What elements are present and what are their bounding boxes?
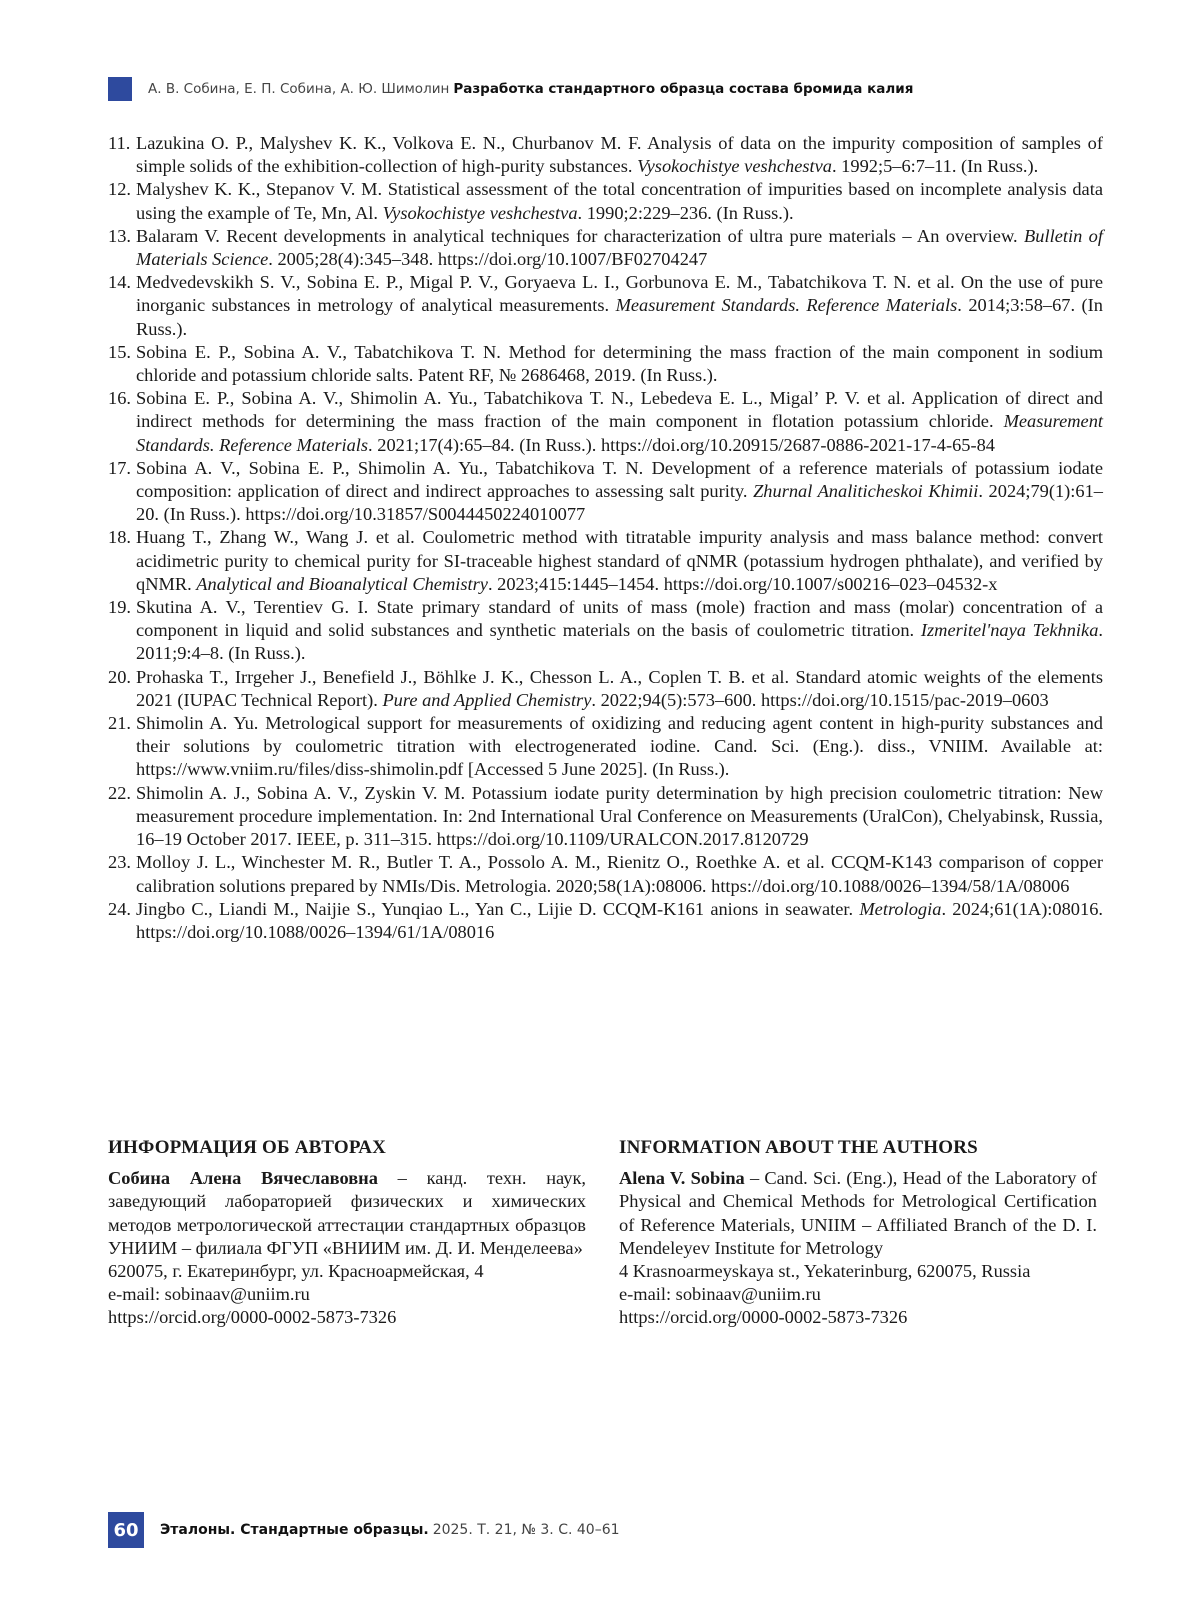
reference-text: Medvedevskikh S. V., Sobina E. P., Migal P. V., Goryaeva L. I., Gorbunova E. M., Tabatchikova T. N. et al. On the use of pure inorganic substances in metrology of analytical measurements. xyxy=(136,272,1103,316)
reference-details: . 2011;9:4–8. (In Russ.). xyxy=(136,620,1104,664)
reference-item xyxy=(108,782,1103,852)
reference-number: 12. xyxy=(108,179,131,200)
reference-source: Metrologia xyxy=(859,898,942,919)
reference-source: Vysokochistye veshchestva xyxy=(382,202,578,223)
reference-text: Sobina A. V., Sobina E. P., Shimolin A. Yu., Tabatchikova T. N. Development of a reference materials of potassium iodate composition: application of direct and indirect approaches to assessing salt purity. xyxy=(136,457,1103,502)
reference-text: Jingbo C., Liandi M., Naijie S., Yunqiao L., Yan C., Lijie D. CCQM-K161 anions in seawater. xyxy=(136,898,860,919)
reference-text: Shimolin A. Yu. Metrological support for measurements of oxidizing and reducing agent content in high-purity substances and their solutions by coulometric titration with electrogenerated iodine. Cand. Sci. (Eng.). diss., VNIIM. Available at: https://www.vniim.ru/files/diss-shimolin.pdf [Accessed 5 June 2025]. (In Russ.). xyxy=(136,713,1103,780)
page-footer xyxy=(108,1512,620,1548)
author-email-ru: e-mail: sobinaav@uniim.ru xyxy=(108,1284,310,1305)
reference-number: 14. xyxy=(108,272,131,293)
reference-details: . 2024;79(1):61–20. (In Russ.). https://doi.org/10.31857/S0044450224010077 xyxy=(136,481,1103,525)
reference-details: . 2005;28(4):345–348. https://doi.org/10.1007/BF02704247 xyxy=(268,249,708,270)
reference-item xyxy=(108,271,1103,341)
journal-issue: 2025. Т. 21, № 3. С. 40–61 xyxy=(432,1522,620,1538)
authors-heading-ru: ИНФОРМАЦИЯ ОБ АВТОРАХ xyxy=(108,1137,387,1158)
reference-number: 18. xyxy=(108,527,131,548)
reference-details: . 2014;3:58–67. (In Russ.). xyxy=(136,295,1104,339)
reference-item xyxy=(108,457,1103,527)
reference-text: Sobina E. P., Sobina A. V., Tabatchikova T. N. Method for determining the mass fraction of the main component in sodium chloride and potassium chloride salts. Patent RF, № 2686468, 2019. (In Russ.). xyxy=(136,341,1103,386)
reference-number: 11. xyxy=(108,133,131,153)
reference-text: Sobina E. P., Sobina A. V., Shimolin A. Yu., Tabatchikova T. N., Lebedeva E. L., Migal’ P. V. et al. Application of direct and indirect methods for determining the mass fraction of the main component in flotation potassium chloride. xyxy=(136,388,1103,432)
author-address-en: 4 Krasnoarmeyskaya st., Yekaterinburg, 620075, Russia xyxy=(619,1261,1031,1282)
reference-text: Shimolin A. J., Sobina A. V., Zyskin V. M. Potassium iodate purity determination by high precision coulometric titration: New measurement procedure implementation. In: 2nd International Ural Conference on Measurements (UralCon), Chelyabinsk, Russia, 16–19 October 2017. IEEE, p. 311–315. https://doi.org/10.1109/URALCON.2017.8120729 xyxy=(136,782,1103,850)
reference-text: Prohaska T., Irrgeher J., Benefield J., Böhlke J. K., Chesson L. A., Coplen T. B. et al. Standard atomic weights of the elements 2021 (IUPAC Technical Report). xyxy=(136,666,1103,710)
reference-number: 16. xyxy=(108,388,131,409)
header-marker xyxy=(108,77,132,101)
reference-item xyxy=(108,526,1103,596)
authors-info-ru xyxy=(108,1136,586,1330)
reference-details: . 2022;94(5):573–600. https://doi.org/10.1515/pac-2019–0603 xyxy=(591,689,1049,710)
reference-details: . 1992;5–6:7–11. (In Russ.). xyxy=(831,156,1039,177)
journal-name: Эталоны. Стандартные образцы. xyxy=(160,1522,429,1538)
reference-details: . 2021;17(4):65–84. (In Russ.). https://doi.org/10.20915/2687-0886-2021-17-4-65-84 xyxy=(368,434,995,455)
author-desc-ru: – канд. техн. наук, заведующий лабораторией физических и химических методов метрологической аттестации стандартных образцов УНИИМ – филиала ФГУП «ВНИИМ им. Д. И. Менделеева» xyxy=(108,1168,586,1258)
header-title: Разработка стандартного образца состава бромида калия xyxy=(453,81,914,97)
reference-text: Molloy J. L., Winchester M. R., Butler T. A., Possolo A. M., Rienitz O., Roethke A. et al. CCQM-K143 comparison of copper calibration solutions prepared by NMIs/Dis. Metrologia. 2020;58(1A):08006. https://doi.org/10.1088/0026–1394/58/1A/08006 xyxy=(136,852,1103,896)
reference-item xyxy=(108,132,1103,178)
author-name-en: Alena V. Sobina xyxy=(619,1168,745,1189)
author-address-ru: 620075, г. Екатеринбург, ул. Красноармейская, 4 xyxy=(108,1261,484,1282)
author-name-ru: Собина Алена Вячеславовна xyxy=(108,1168,378,1189)
reference-source: Bulletin of Materials Science xyxy=(136,225,1103,270)
reference-item xyxy=(108,712,1103,782)
reference-details: . 1990;2:229–236. (In Russ.). xyxy=(577,202,794,223)
reference-item xyxy=(108,851,1103,897)
reference-number: 22. xyxy=(108,782,131,803)
page-number: 60 xyxy=(108,1512,144,1548)
reference-text: Balaram V. Recent developments in analytical techniques for characterization of ultra pure materials – An overview. xyxy=(136,225,1025,246)
reference-item xyxy=(108,898,1103,944)
authors-heading-en: INFORMATION ABOUT THE AUTHORS xyxy=(619,1137,978,1158)
reference-item xyxy=(108,341,1103,387)
author-orcid-ru: https://orcid.org/0000-0002-5873-7326 xyxy=(108,1307,397,1328)
reference-text: Lazukina O. P., Malyshev K. K., Volkova E. N., Churbanov M. F. Analysis of data on the impurity composition of samples of simple solids of the exhibition-collection of high-purity substances. xyxy=(136,133,1103,177)
reference-number: 20. xyxy=(108,666,131,687)
reference-source: Measurement Standards. Reference Materials xyxy=(615,295,958,316)
author-bio-en xyxy=(619,1167,1097,1260)
reference-text: Skutina A. V., Terentiev G. I. State primary standard of units of mass (mole) fraction and mass (molar) concentration of a component in liquid and solid substances and synthetic materials on the basis of coulometric titration. xyxy=(136,597,1103,641)
reference-details: . 2023;415:1445–1454. https://doi.org/10.1007/s00216–023–04532-x xyxy=(487,573,998,594)
reference-text: Malyshev K. K., Stepanov V. M. Statistical assessment of the total concentration of impurities based on incomplete analysis data using the example of Te, Mn, Al. xyxy=(136,179,1103,223)
reference-text: Huang T., Zhang W., Wang J. et al. Coulometric method with titratable impurity analysis and mass balance method: convert acidimetric purity to chemical purity for SI-traceable highest standard of qNMR (potassium hydrogen phthalate), and verified by qNMR. xyxy=(136,527,1103,594)
reference-source: Zhurnal Analiticheskoi Khimii xyxy=(753,481,979,502)
reference-source: Pure and Applied Chemistry xyxy=(382,689,592,710)
reference-source: Izmeritel'naya Tekhnika xyxy=(920,620,1099,641)
reference-number: 17. xyxy=(108,457,131,478)
reference-number: 24. xyxy=(108,898,131,919)
author-bio-ru xyxy=(108,1167,586,1260)
author-orcid-en: https://orcid.org/0000-0002-5873-7326 xyxy=(619,1307,908,1328)
reference-item xyxy=(108,666,1103,712)
reference-number: 15. xyxy=(108,341,131,362)
header-authors: А. В. Собина, Е. П. Собина, А. Ю. Шимолин xyxy=(148,81,450,97)
author-desc-en: – Cand. Sci. (Eng.), Head of the Laboratory of Physical and Chemical Methods for Metrological Certification of Reference Materials, UNIIM – Affiliated Branch of the D. I. Mendeleyev Institute for Metrology xyxy=(619,1168,1097,1258)
reference-source: Measurement Standards. Reference Materials xyxy=(136,411,1103,455)
author-email-en: e-mail: sobinaav@uniim.ru xyxy=(619,1284,821,1305)
reference-item xyxy=(108,225,1103,271)
reference-item xyxy=(108,178,1103,224)
reference-number: 13. xyxy=(108,225,131,246)
reference-details: . 2024;61(1A):08016. https://doi.org/10.1088/0026–1394/61/1A/08016 xyxy=(136,898,1103,942)
reference-number: 19. xyxy=(108,597,131,618)
reference-list xyxy=(108,132,1103,944)
authors-info-en xyxy=(619,1136,1097,1330)
reference-number: 23. xyxy=(108,852,131,873)
reference-item xyxy=(108,596,1103,666)
running-header xyxy=(108,74,1108,104)
reference-number: 21. xyxy=(108,713,131,734)
reference-source: Vysokochistye veshchestva xyxy=(637,156,832,177)
reference-source: Analytical and Bioanalytical Chemistry xyxy=(196,573,488,594)
reference-item xyxy=(108,387,1103,457)
